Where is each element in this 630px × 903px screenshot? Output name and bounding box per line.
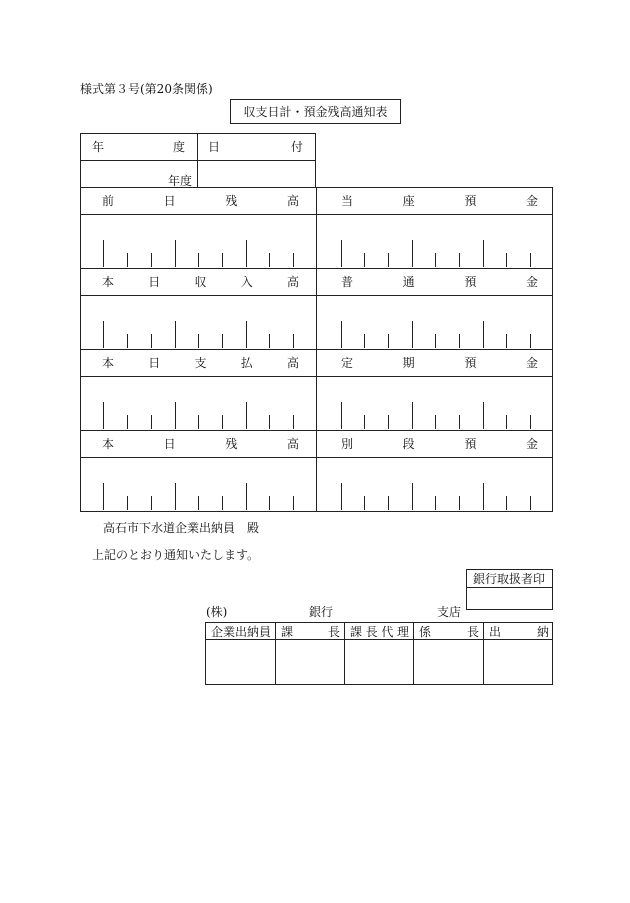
digit-tick xyxy=(506,334,507,348)
approval-header-char: 出 xyxy=(489,625,502,639)
balance-label-char: 前 xyxy=(102,194,115,208)
digit-tick xyxy=(151,334,152,348)
approval-column-divider xyxy=(344,622,345,685)
balance-label-char: 座 xyxy=(402,194,415,208)
balance-label-char: 本 xyxy=(102,437,115,451)
balance-label-char: 預 xyxy=(464,356,477,370)
balance-label-char: 金 xyxy=(526,275,539,289)
balance-label-char: 残 xyxy=(225,437,238,451)
balance-label-char: 定 xyxy=(341,356,354,370)
date-table-rule xyxy=(80,160,316,161)
addressee: 高石市下水道企業出納員 殿 xyxy=(103,521,260,535)
digit-tick xyxy=(103,321,104,348)
balance-label-char: 預 xyxy=(464,194,477,208)
digit-tick xyxy=(293,334,294,348)
digit-tick xyxy=(364,496,365,510)
digit-tick xyxy=(269,334,270,348)
digit-tick xyxy=(483,240,484,267)
digit-tick xyxy=(175,240,176,267)
balance-label-char: 金 xyxy=(526,356,539,370)
digit-tick xyxy=(435,334,436,348)
digit-tick xyxy=(269,253,270,267)
kabu-label: (株) xyxy=(206,605,228,619)
digit-tick xyxy=(103,483,104,510)
digit-tick xyxy=(506,496,507,510)
notice-text: 上記のとおり通知いたします。 xyxy=(92,548,260,562)
digit-tick xyxy=(246,321,247,348)
balance-label-char: 通 xyxy=(402,275,415,289)
digit-tick xyxy=(530,334,531,348)
digit-tick xyxy=(459,253,460,267)
digit-tick xyxy=(388,496,389,510)
approval-header-char: 長 xyxy=(328,625,341,639)
balance-label-char: 高 xyxy=(287,194,300,208)
band-header-rule xyxy=(80,457,553,458)
balance-label-char: 日 xyxy=(163,437,176,451)
bank-stamp-rule xyxy=(466,587,553,588)
digit-tick xyxy=(364,415,365,429)
digit-tick xyxy=(103,240,104,267)
digit-tick xyxy=(151,496,152,510)
nendo-label-left: 年 xyxy=(92,140,105,154)
approval-column-divider xyxy=(275,622,276,685)
approval-header-char: 理 xyxy=(397,625,410,639)
digit-tick xyxy=(364,334,365,348)
approval-header-char: 納 xyxy=(537,625,550,639)
digit-tick xyxy=(435,415,436,429)
balance-label-char: 金 xyxy=(526,194,539,208)
balance-label-char: 別 xyxy=(341,437,354,451)
approval-header-char: 長 xyxy=(467,625,480,639)
approval-header-char: 課 xyxy=(350,625,363,639)
approval-header-char: 係 xyxy=(419,625,432,639)
balance-label-char: 当 xyxy=(341,194,354,208)
digit-tick xyxy=(412,483,413,510)
digit-tick xyxy=(459,334,460,348)
digit-tick xyxy=(530,253,531,267)
approval-header-char: 代 xyxy=(381,625,394,639)
balance-label-char: 払 xyxy=(240,356,253,370)
approval-header-char: 企業出納員 xyxy=(211,625,272,639)
digit-tick xyxy=(506,415,507,429)
title-box xyxy=(230,99,401,124)
digit-tick xyxy=(127,415,128,429)
digit-tick xyxy=(175,483,176,510)
digit-tick xyxy=(269,496,270,510)
digit-tick xyxy=(435,496,436,510)
balance-label-char: 本 xyxy=(102,275,115,289)
digit-tick xyxy=(435,253,436,267)
approval-column-divider xyxy=(413,622,414,685)
digit-tick xyxy=(388,415,389,429)
digit-tick xyxy=(103,402,104,429)
digit-tick xyxy=(412,321,413,348)
digit-tick xyxy=(198,415,199,429)
digit-tick xyxy=(483,402,484,429)
approval-header-char: 課 xyxy=(281,625,294,639)
nendo-label-right: 度 xyxy=(173,140,186,154)
form-number: 様式第３号(第20条関係) xyxy=(80,82,213,96)
digit-tick xyxy=(246,402,247,429)
digit-tick xyxy=(388,334,389,348)
nendo-suffix: 年度 xyxy=(168,174,193,188)
digit-tick xyxy=(293,415,294,429)
digit-tick xyxy=(127,253,128,267)
digit-tick xyxy=(222,253,223,267)
digit-tick xyxy=(388,253,389,267)
balance-label-char: 普 xyxy=(341,275,354,289)
digit-tick xyxy=(127,334,128,348)
digit-tick xyxy=(198,253,199,267)
balance-label-char: 預 xyxy=(464,275,477,289)
ginko-label: 銀行 xyxy=(309,605,334,619)
band-header-rule xyxy=(80,214,553,215)
digit-tick xyxy=(364,253,365,267)
hizuke-label-left: 日 xyxy=(208,140,221,154)
digit-tick xyxy=(222,415,223,429)
digit-tick xyxy=(483,321,484,348)
band-top-rule xyxy=(80,430,553,431)
balance-label-char: 日 xyxy=(163,194,176,208)
digit-tick xyxy=(198,496,199,510)
digit-tick xyxy=(530,415,531,429)
digit-tick xyxy=(341,240,342,267)
digit-tick xyxy=(246,240,247,267)
digit-tick xyxy=(341,321,342,348)
digit-tick xyxy=(459,415,460,429)
digit-tick xyxy=(198,334,199,348)
digit-tick xyxy=(269,415,270,429)
digit-tick xyxy=(246,483,247,510)
digit-tick xyxy=(127,496,128,510)
digit-tick xyxy=(412,402,413,429)
approval-column-divider xyxy=(483,622,484,685)
approval-header-char: 長 xyxy=(365,625,378,639)
balance-label-char: 預 xyxy=(464,437,477,451)
balance-label-char: 支 xyxy=(194,356,207,370)
digit-tick xyxy=(293,253,294,267)
digit-tick xyxy=(483,483,484,510)
hizuke-label-right: 付 xyxy=(291,140,304,154)
digit-tick xyxy=(293,496,294,510)
digit-tick xyxy=(412,240,413,267)
digit-tick xyxy=(530,496,531,510)
balance-label-char: 収 xyxy=(194,275,207,289)
balance-label-char: 本 xyxy=(102,356,115,370)
balance-label-char: 入 xyxy=(240,275,253,289)
shiten-label: 支店 xyxy=(437,605,462,619)
approval-table-rule xyxy=(205,639,553,640)
balance-label-char: 高 xyxy=(287,437,300,451)
balance-label-char: 期 xyxy=(402,356,415,370)
balance-label-char: 日 xyxy=(148,275,161,289)
balance-label-char: 段 xyxy=(402,437,415,451)
digit-tick xyxy=(506,253,507,267)
digit-tick xyxy=(175,321,176,348)
digit-tick xyxy=(151,415,152,429)
digit-tick xyxy=(222,334,223,348)
digit-tick xyxy=(341,402,342,429)
band-top-rule xyxy=(80,268,553,269)
digit-tick xyxy=(151,253,152,267)
digit-tick xyxy=(175,402,176,429)
bank-stamp-label: 銀行取扱者印 xyxy=(473,572,546,586)
digit-tick xyxy=(341,483,342,510)
balance-label-char: 高 xyxy=(287,275,300,289)
balance-label-char: 金 xyxy=(526,437,539,451)
balance-label-char: 高 xyxy=(287,356,300,370)
band-header-rule xyxy=(80,295,553,296)
digit-tick xyxy=(459,496,460,510)
page-title: 収支日計・預金残高通知表 xyxy=(243,105,388,119)
balance-label-char: 日 xyxy=(148,356,161,370)
balance-label-char: 残 xyxy=(225,194,238,208)
band-header-rule xyxy=(80,376,553,377)
digit-tick xyxy=(222,496,223,510)
band-top-rule xyxy=(80,349,553,350)
